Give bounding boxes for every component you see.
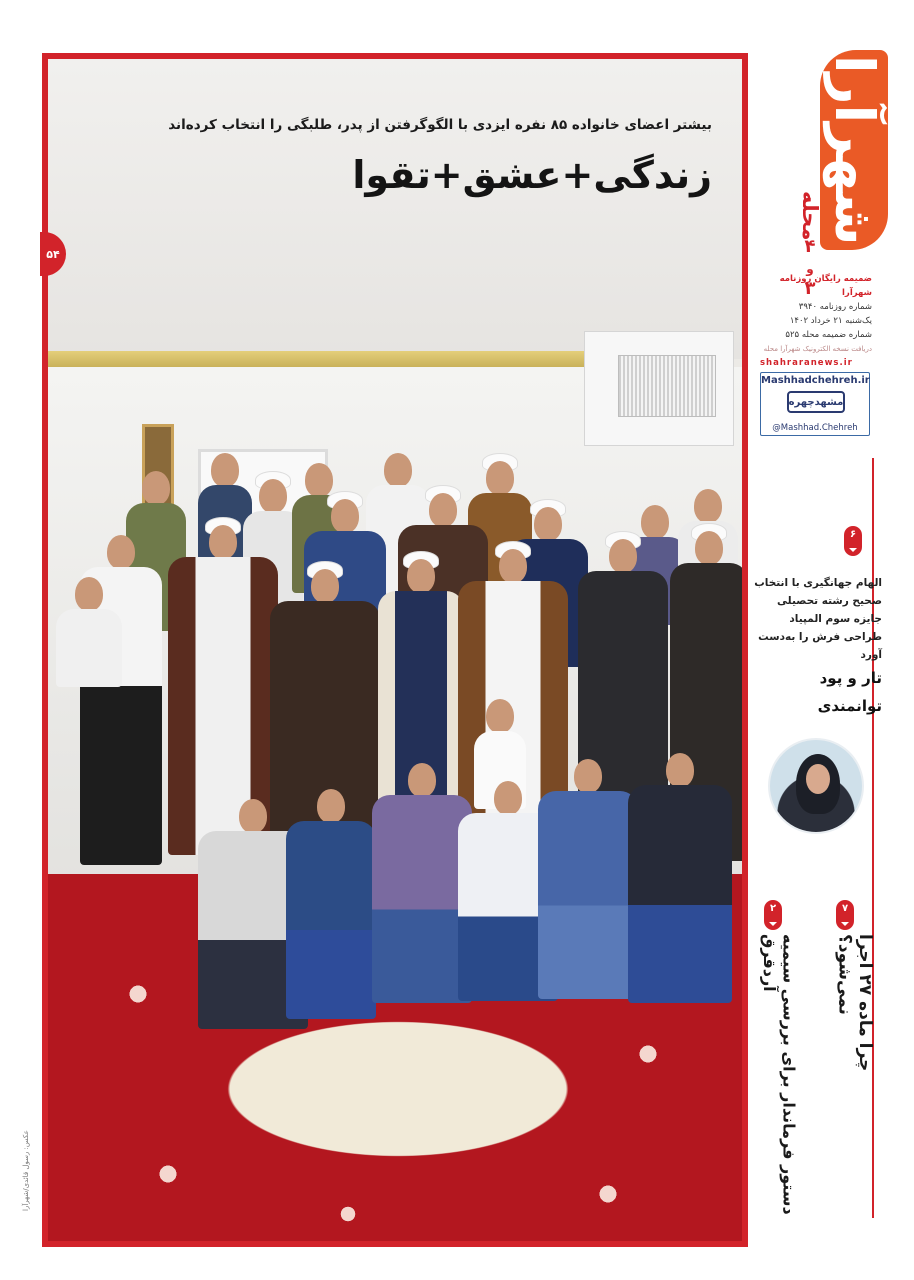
mc-handle[interactable]: @Mashhad.Chehreh [772, 423, 858, 433]
website-link[interactable]: shahraranews.ir [760, 358, 853, 368]
page-pin-7[interactable] [836, 900, 854, 930]
cover-subtitle: بیشتر اعضای خانواده ۸۵ نفره ایزدی با الگوگرفتن از پدر، طلبگی را انتخاب کرده‌اند [168, 117, 712, 133]
issue-a: ۴ [804, 236, 816, 257]
info-line: شماره ضمیمه محله ۵۲۵ [785, 330, 872, 340]
story-6-text[interactable]: الهام جهانگیری با انتخاب صحیح رشته تحصیلی جایزه سوم المپیاد طراحی فرش را به‌دست آورد [754, 577, 882, 661]
info-line: یک‌شنبه ۲۱ خرداد ۱۴۰۲ [789, 316, 872, 326]
chevron-down-icon [841, 922, 849, 926]
sidebar [752, 0, 914, 1280]
story-6-title-line1: تار و پود [819, 669, 882, 687]
family-photo [48, 59, 742, 1241]
story-6-avatar [768, 738, 864, 834]
mashhad-chehreh-ad[interactable] [760, 372, 870, 436]
mahalle-label: محله [798, 190, 822, 240]
chevron-down-icon [849, 548, 857, 552]
avatar-face [806, 764, 830, 794]
chevron-down-icon [769, 922, 777, 926]
photo-ac-grill [618, 355, 716, 417]
person [286, 789, 376, 1019]
page-pin-6[interactable] [844, 526, 862, 556]
page-pin-2[interactable] [764, 900, 782, 930]
issue-info [760, 272, 872, 370]
cover-photo-frame [42, 53, 748, 1247]
issue-b: ۳ [804, 278, 816, 299]
person [372, 763, 472, 1003]
info-line: شماره روزنامه ۳۹۴۰ [798, 302, 872, 312]
cover-page-badge[interactable]: ۵۴ [40, 232, 66, 276]
story-6-title[interactable] [752, 664, 882, 720]
mc-logo: مشهدچهره [787, 391, 845, 413]
person [56, 577, 122, 687]
story-2-text[interactable]: دستور فرماندار برای بررسی سیمیه آردقرق [760, 934, 799, 1215]
story-6-title-line2: توانمندی [817, 697, 882, 715]
info-line: دریافت نسخه الکترونیک شهرآرا محله [763, 345, 872, 353]
cover-headline[interactable]: زندگی+عشق+تقوا [352, 153, 712, 197]
mc-url[interactable]: Mashhadchehreh.ir [761, 375, 870, 386]
photo-credit: عکس: رسول قائدی/شهرآرا [22, 1130, 30, 1211]
pin-number: ۷ [841, 903, 849, 914]
story-7-text[interactable]: چرا ماده ۲۷ اجرا نمی‌شود؟ [834, 934, 875, 1072]
photo-ceiling [48, 59, 742, 359]
photo-cornice [48, 351, 602, 367]
pin-number: ۲ [769, 903, 777, 914]
pin-number: ۶ [849, 529, 857, 540]
logo-text: شهرآرا [823, 54, 886, 246]
issue-sep: و [806, 262, 814, 276]
info-line: ضمیمه رایگان روزنامه شهرآرا [779, 274, 872, 298]
person [628, 753, 732, 1003]
person [538, 759, 638, 999]
